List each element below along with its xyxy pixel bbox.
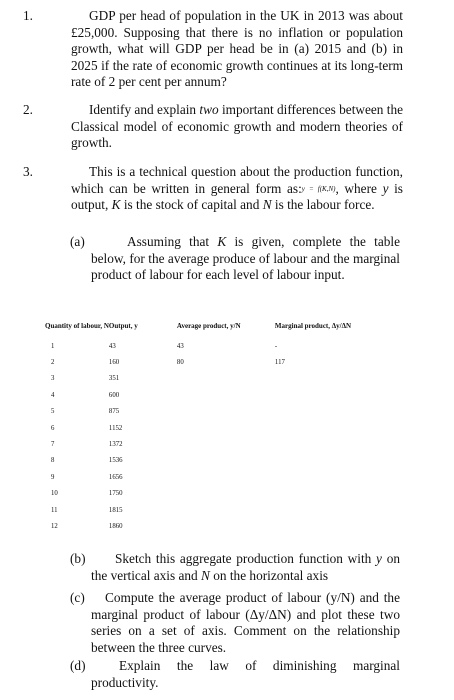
production-table (45, 322, 351, 535)
table-body (45, 338, 351, 535)
cell-average-product: 43 (176, 342, 184, 350)
cell-average-product (177, 502, 275, 518)
cell-output: 600 (108, 391, 120, 399)
cell-marginal-product (275, 387, 351, 403)
table-row (45, 338, 351, 354)
part-label: (b) (70, 551, 86, 566)
table-row (45, 404, 351, 420)
table-row (45, 371, 351, 387)
cell-average-product (177, 404, 275, 420)
part-text: Sketch this aggregate production function with y on the vertical axis and N on the horizontal axis (91, 551, 400, 583)
cell-marginal-product (275, 518, 351, 534)
part-label: (a) (70, 234, 85, 249)
cell-output: 1860 (108, 522, 123, 530)
column-header-output: Output, y (108, 322, 138, 330)
cell-output: 160 (108, 359, 120, 367)
part-text: Assuming that K is given, complete the table below, for the average produce of labour and the marginal product of labour for each level of labour input. (91, 234, 400, 283)
column-header-average-product: Average product, y/N (176, 322, 241, 330)
cell-labour: 3 (51, 375, 55, 383)
cell-average-product (177, 371, 275, 387)
table-row (45, 518, 351, 534)
table-row (45, 354, 351, 370)
part-text: Compute the average product of labour (y/N) and the marginal product of labour (Δy/ΔN) and plot these two series on a set of axis. Comment on the relationship between the three curves. (91, 590, 400, 655)
question-number: 1. (23, 8, 33, 23)
question-text: Identify and explain two important differences between the Classical model of economic growth and modern theories of growth. (71, 102, 404, 151)
emphasis: two (199, 102, 219, 117)
table-header-row (45, 322, 351, 338)
cell-output: 1750 (108, 490, 123, 498)
cell-labour: 5 (51, 408, 55, 416)
part-label: (c) (70, 590, 85, 605)
part-b (70, 551, 400, 584)
cell-marginal-product (275, 404, 351, 420)
part-text: Explain the law of diminishing marginal productivity. (91, 658, 400, 690)
cell-average-product (177, 387, 275, 403)
cell-output: 1656 (108, 473, 123, 481)
table-row (45, 486, 351, 502)
cell-average-product (177, 469, 275, 485)
cell-labour: 7 (51, 441, 55, 449)
cell-marginal-product (275, 436, 351, 452)
question-1 (23, 8, 403, 91)
question-2 (23, 102, 403, 152)
cell-marginal-product (275, 469, 351, 485)
column-header-labour: Quantity of labour, N (45, 322, 109, 330)
column-header-marginal-product: Marginal product, Δy/ΔN (274, 322, 352, 330)
table-row (45, 502, 351, 518)
cell-labour: 8 (51, 457, 55, 465)
cell-average-product (177, 453, 275, 469)
cell-marginal-product: - (274, 342, 278, 350)
question-number: 3. (23, 164, 33, 179)
cell-labour: 11 (51, 506, 58, 514)
question-3 (23, 164, 403, 214)
cell-labour: 6 (51, 424, 55, 432)
table-row (45, 453, 351, 469)
table-row (45, 387, 351, 403)
question-text (71, 8, 403, 91)
part-d (70, 658, 400, 691)
cell-average-product: 80 (176, 359, 184, 367)
cell-labour: 9 (51, 473, 55, 481)
cell-output: 351 (108, 375, 120, 383)
cell-output: 1372 (108, 441, 123, 449)
cell-labour: 10 (51, 490, 58, 498)
cell-labour: 1 (51, 342, 55, 350)
table-row (45, 436, 351, 452)
question-text: This is a technical question about the production function, which can be written in general form as:y = f(K,N), where y is output, K is the stock of capital and N is the labour force. (71, 164, 403, 213)
cell-labour: 4 (51, 391, 55, 399)
question-1-text: GDP per head of population in the UK in 2013 was about £25,000. Supposing that there is no inflation or population growth, what will GDP per head be in (a) 2015 and (b) in 2025 if the rate of economic growth continues at its long-term rate of 2 per cent per annum? (71, 8, 403, 90)
cell-average-product (177, 486, 275, 502)
part-a (70, 234, 400, 284)
part-c (70, 590, 400, 656)
production-function-formula: y = f(K,N) (301, 184, 336, 193)
cell-output: 875 (108, 408, 120, 416)
table-row (45, 469, 351, 485)
cell-labour: 2 (51, 359, 55, 367)
cell-marginal-product (275, 502, 351, 518)
cell-output: 43 (108, 342, 116, 350)
cell-marginal-product (275, 453, 351, 469)
cell-average-product (177, 436, 275, 452)
cell-output: 1815 (108, 506, 123, 514)
cell-average-product (177, 420, 275, 436)
cell-marginal-product (275, 371, 351, 387)
part-label: (d) (70, 658, 86, 673)
cell-average-product (177, 518, 275, 534)
cell-labour: 12 (51, 522, 58, 530)
cell-marginal-product: 117 (274, 359, 285, 367)
cell-output: 1152 (108, 424, 123, 432)
cell-marginal-product (275, 420, 351, 436)
cell-marginal-product (275, 486, 351, 502)
table-row (45, 420, 351, 436)
cell-output: 1536 (108, 457, 123, 465)
question-number: 2. (23, 102, 33, 117)
